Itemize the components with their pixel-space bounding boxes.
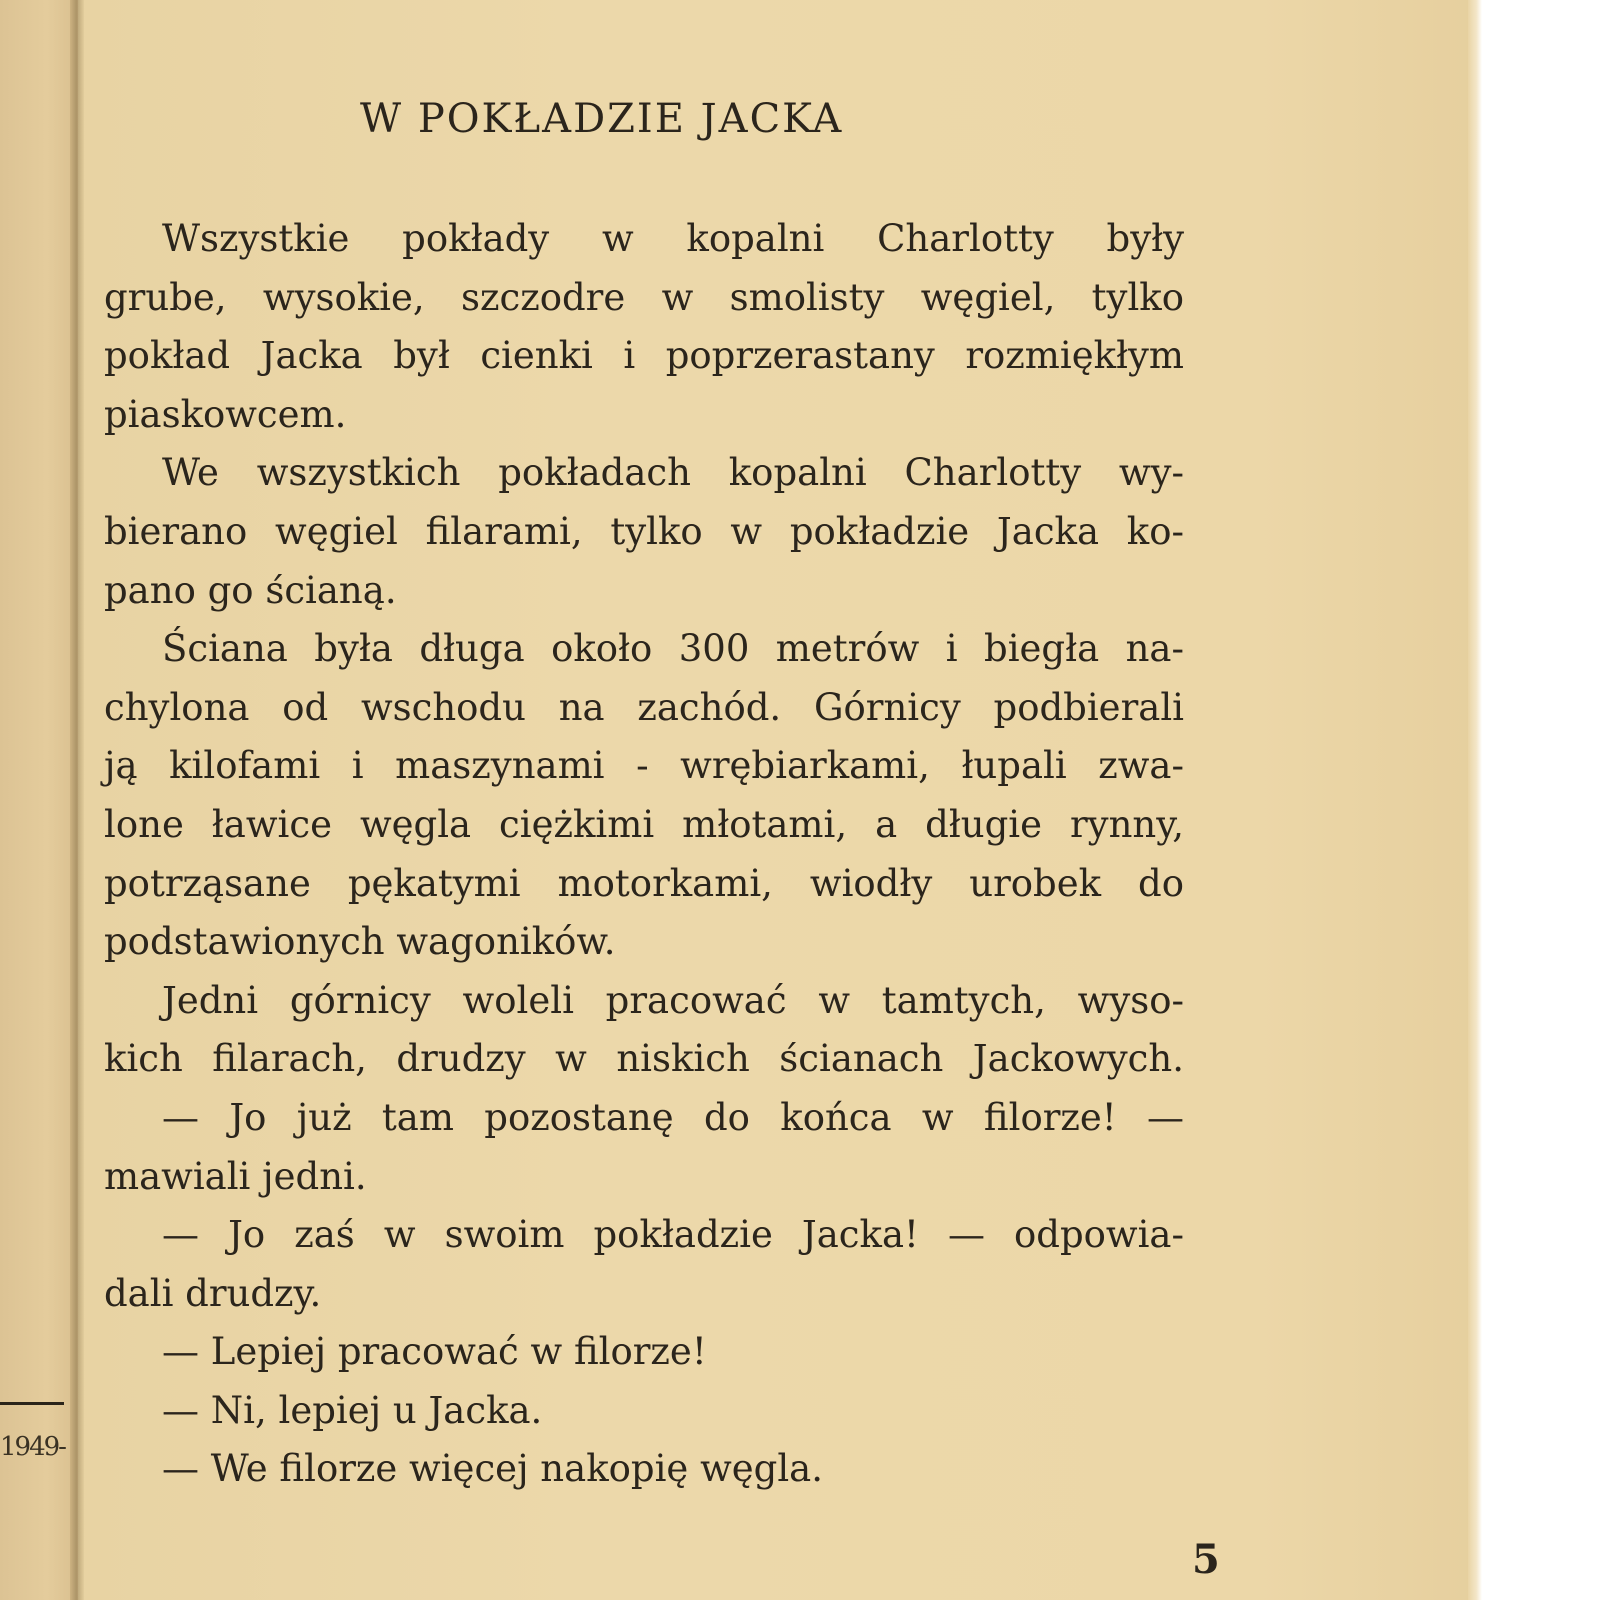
text-line: We wszystkich pokładach kopalni Charlotty wy- bbox=[162, 451, 1184, 495]
text-line: grube, wysokie, szczodre w smolisty węgiel, tylko bbox=[104, 275, 1184, 319]
text-line: Ściana była długa około 300 metrów i biegła na- bbox=[162, 627, 1184, 671]
text-line: ją kilofami i maszynami - wrębiarkami, łupali zwa- bbox=[104, 744, 1184, 788]
text-line: mawiali jedni. bbox=[104, 1154, 367, 1198]
body-text bbox=[104, 210, 1184, 1499]
text-line: Jedni górnicy woleli pracować w tamtych, wyso- bbox=[162, 978, 1184, 1022]
text-line: pokład Jacka był cienki i poprzerastany rozmiękłym bbox=[104, 334, 1184, 378]
text-line: — Jo zaś w swoim pokładzie Jacka! — odpowia- bbox=[162, 1213, 1184, 1257]
text-line: podstawionych wagoników. bbox=[104, 920, 616, 964]
facing-page-rule bbox=[0, 1402, 64, 1405]
text-line: kich filarach, drudzy w niskich ścianach Jackowych. bbox=[104, 1037, 1184, 1081]
text-line: Wszystkie pokłady w kopalni Charlotty były bbox=[162, 217, 1184, 260]
text-line: lone ławice węgla ciężkimi młotami, a długie rynny, bbox=[104, 802, 1184, 846]
text-line: — Jo już tam pozostanę do końca w filorze! — bbox=[162, 1095, 1184, 1139]
chapter-title: W POKŁADZIE JACKA bbox=[360, 96, 844, 142]
page-right-edge bbox=[1468, 0, 1482, 1600]
text-line: — We filorze więcej nakopię węgla. bbox=[162, 1447, 823, 1491]
page-number: 5 bbox=[1192, 1536, 1220, 1583]
text-line: potrząsane pękatymi motorkami, wiodły urobek do bbox=[104, 861, 1184, 905]
facing-page-edge bbox=[0, 0, 78, 1600]
text-line: — Ni, lepiej u Jacka. bbox=[162, 1388, 543, 1432]
text-line: chylona od wschodu na zachód. Górnicy podbierali bbox=[104, 685, 1184, 729]
text-line: bierano węgiel filarami, tylko w pokładzie Jacka ko- bbox=[104, 509, 1184, 553]
text-line: dali drudzy. bbox=[104, 1271, 322, 1315]
text-line: pano go ścianą. bbox=[104, 568, 397, 612]
text-line: piaskowcem. bbox=[104, 392, 347, 436]
facing-page-fragment: 1949- bbox=[0, 1432, 65, 1462]
book-gutter bbox=[70, 0, 84, 1600]
text-line: — Lepiej pracować w filorze! bbox=[162, 1330, 707, 1374]
